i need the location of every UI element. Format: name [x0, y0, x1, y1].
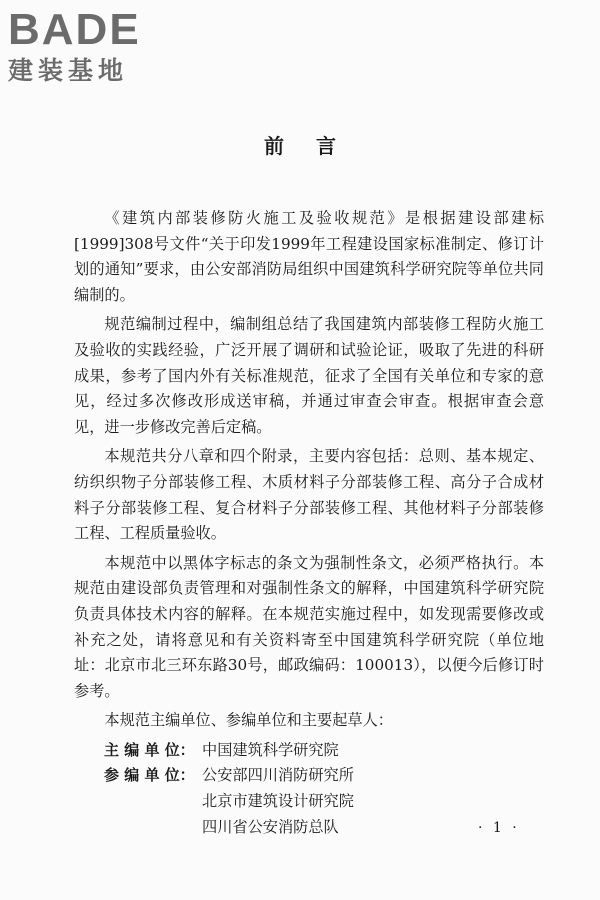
document-body: [74, 206, 544, 840]
paragraph: 本规范主编单位、参编单位和主要起草人：: [104, 711, 393, 730]
page-number: · 1 ·: [478, 820, 520, 836]
participant-label: 参 编 单 位：: [104, 766, 195, 785]
participant-org: 公安部四川消防研究所: [202, 766, 354, 785]
chief-editor-label: 主 编 单 位：: [104, 740, 195, 759]
chief-editor-row: [74, 738, 544, 764]
logo-brand-text: BADE: [8, 5, 141, 54]
chief-editor-org: 中国建筑科学研究院: [202, 740, 339, 759]
participant-org: 北京市建筑设计研究院: [202, 792, 354, 811]
editor-units: [74, 738, 544, 840]
paragraph: 《建筑内部装修防火施工及验收规范》是根据建设部建标[1999]308号文件“关于印发1999年工程建设国家标准制定、修订计划的通知”要求，由公安部消防局组织中国建筑科学研究院等单位共同编制的。: [74, 209, 544, 304]
participant-row: [74, 763, 544, 789]
logo-subtitle: 建装基地: [8, 56, 129, 85]
participant-org: 四川省公安消防总队: [202, 817, 339, 836]
bade-logo: [8, 6, 178, 86]
paragraph: 本规范共分八章和四个附录，主要内容包括：总则、基本规定、纺织织物子分部装修工程、木质材料子分部装修工程、高分子合成材料子分部装修工程、复合材料子分部装修工程、其他材料子分部装修工程、工程质量验收。: [74, 447, 544, 543]
paragraph: 规范编制过程中，编制组总结了我国建筑内部装修工程防火施工及验收的实践经验，广泛开展了调研和试验论证，吸取了先进的科研成果，参考了国内外有关标准规范，征求了全国有关单位和专家的意见，经过多次修改形成送审稿，并通过审查会审查。根据审查会意见，进一步修改完善后定稿。: [74, 315, 544, 436]
label-spacer: [74, 789, 202, 815]
participant-row: [74, 789, 544, 815]
paragraph: 本规范中以黑体字标志的条文为强制性条文，必须严格执行。本规范由建设部负责管理和对强制性条文的解释，中国建筑科学研究院负责具体技术内容的解释。在本规范实施过程中，如发现需要修改或补充之处，请将意见和有关资料寄至中国建筑科学研究院（单位地址：北京市北三环东路30号，邮政编码：100013），以便今后修订时参考。: [74, 553, 544, 700]
label-spacer: [74, 815, 202, 841]
page-title: 前言: [264, 134, 368, 158]
participant-row: [74, 815, 544, 841]
